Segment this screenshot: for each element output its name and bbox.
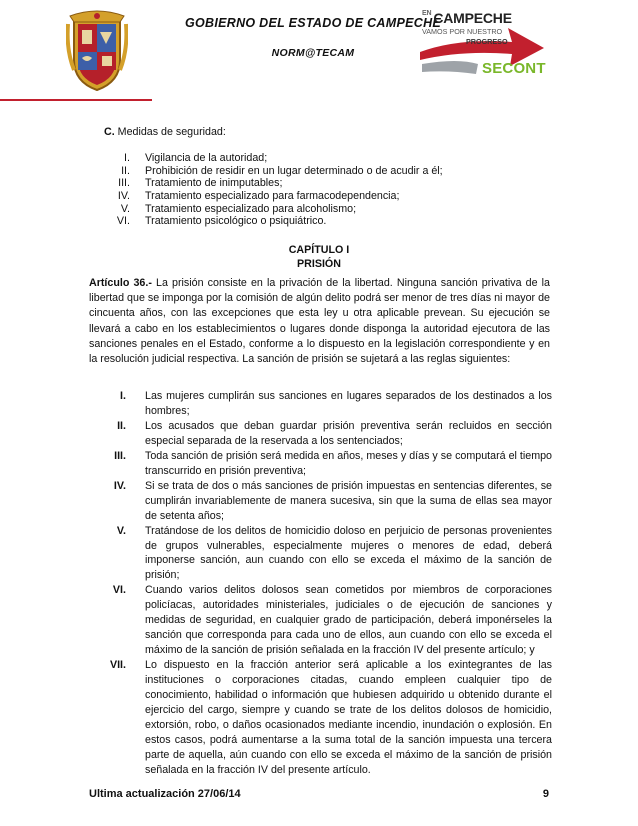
list-item: IV. Tratamiento especializado para farmacodependencia; xyxy=(117,190,400,203)
campeche-coat-of-arms-icon xyxy=(66,10,128,94)
list-item: II. Los acusados que deban guardar prisión preventiva serán recluidos en sección especial separada de la reservada a los sentenciados; xyxy=(117,419,552,447)
chapter-number: CAPÍTULO I xyxy=(288,244,350,256)
article-label: Artículo 36.- xyxy=(89,277,152,289)
list-item: III. Tratamiento de inimputables; xyxy=(118,177,283,190)
logo-tagline-1: VAMOS POR NUESTRO xyxy=(422,27,503,36)
list-item: V. Tratándose de los delitos de homicidio doloso en perjuicio de personas provenientes de grupos vulnerables, especialmente mujeres o menores de edad, deberá imponerse sanción, aun cuando con ello se exceda el máximo de la sanción de prisión; xyxy=(116,524,552,582)
chapter-title: PRISIÓN xyxy=(297,258,341,270)
logo-name: SECONT xyxy=(482,60,546,77)
header-subtitle: NORM@TECAM xyxy=(271,47,355,59)
section-c-title: Medidas de seguridad: xyxy=(117,126,226,138)
article-text: La prisión consiste en la privación de la libertad. Ninguna sanción privativa de la libertad que se imponga por la comisión de algún delito podrá ser menor de tres días ni mayor de cincuenta años, con las excepciones que esta ley u otra aplicable prevean. Su ejecución se llevará a cabo en los establecimientos o lugares donde disponga la autoridad ejecutora de las sanciones penales en el Estado, conforme a lo dispuesto en la legislación correspondiente y en la resolución judicial respectiva. La sanción de prisión se sujetará a las reglas siguientes: xyxy=(89,277,550,366)
list-item: I. Las mujeres cumplirán sus sanciones en lugares separados de los destinados a los hombres; xyxy=(120,390,552,417)
security-measures-list xyxy=(96,152,556,228)
list-item: III. Toda sanción de prisión será medida en años, meses y días y se computará el tiempo transcurrido en prisión preventiva; xyxy=(114,449,552,477)
page-footer xyxy=(89,788,549,800)
list-item: VI. Tratamiento psicológico o psiquiátrico. xyxy=(116,215,327,228)
header-divider xyxy=(0,99,152,101)
logo-headline: $^{EN}$ CAMPECHE xyxy=(422,10,512,26)
page-number: 9 xyxy=(542,788,549,800)
header-title: GOBIERNO DEL ESTADO DE CAMPECHE xyxy=(184,16,442,30)
list-item: IV. Si se trata de dos o más sanciones de prisión impuestas en sentencias diferentes, se cumplirán invariablemente de manera sucesiva, sin que la suma de ellas sea mayor de setenta años; xyxy=(113,479,552,522)
list-item: VII. Lo dispuesto en la fracción anterior será aplicable a los exintegrantes de las instituciones o corporaciones citadas, cuando empleen cualquier tipo de conocimiento, habilidad o información que hubiesen adquirido u obtenido durante el ejercicio del cargo, siempre y cuando se trate de los delitos dolosos de homicidio, extorsión, robo, o daños ocasionados mediante incendio, inundación o explosión. En estos casos, podrá aumentarse a la suma total de la sanción impuesta una tercera parte de aquella, aún cuando con ello se exceda el máximo de la sanción de prisión señalada en la fracción IV del presente artículo. xyxy=(109,659,552,776)
list-item: I. Vigilancia de la autoridad; xyxy=(124,152,268,164)
list-item: II. Prohibición de residir en un lugar determinado o de acudir a él; xyxy=(121,164,443,177)
prison-rules-list xyxy=(96,389,552,778)
last-update: Ultima actualización 27/06/14 xyxy=(89,788,241,800)
list-item: V. Tratamiento especializado para alcoholismo; xyxy=(120,202,357,215)
section-c-letter: C. xyxy=(104,126,115,138)
logo-tagline-2: PROGRESO xyxy=(466,37,508,46)
secont-logo xyxy=(418,8,548,80)
list-item: VI. Cuando varios delitos dolosos sean cometidos por miembros de corporaciones policíacas, autoridades ministeriales, judiciales o de ejecución de sanciones y medidas de seguridad, en cualquier grado de participación, deberá imponérseles la sanción que corresponda para cada uno de ellos, aun cuando con ello se exceda el máximo de la sanción de prisión señalada en la fracción IV del presente artículo; y xyxy=(112,584,552,657)
section-c-heading xyxy=(104,126,226,138)
article-36 xyxy=(89,276,550,367)
